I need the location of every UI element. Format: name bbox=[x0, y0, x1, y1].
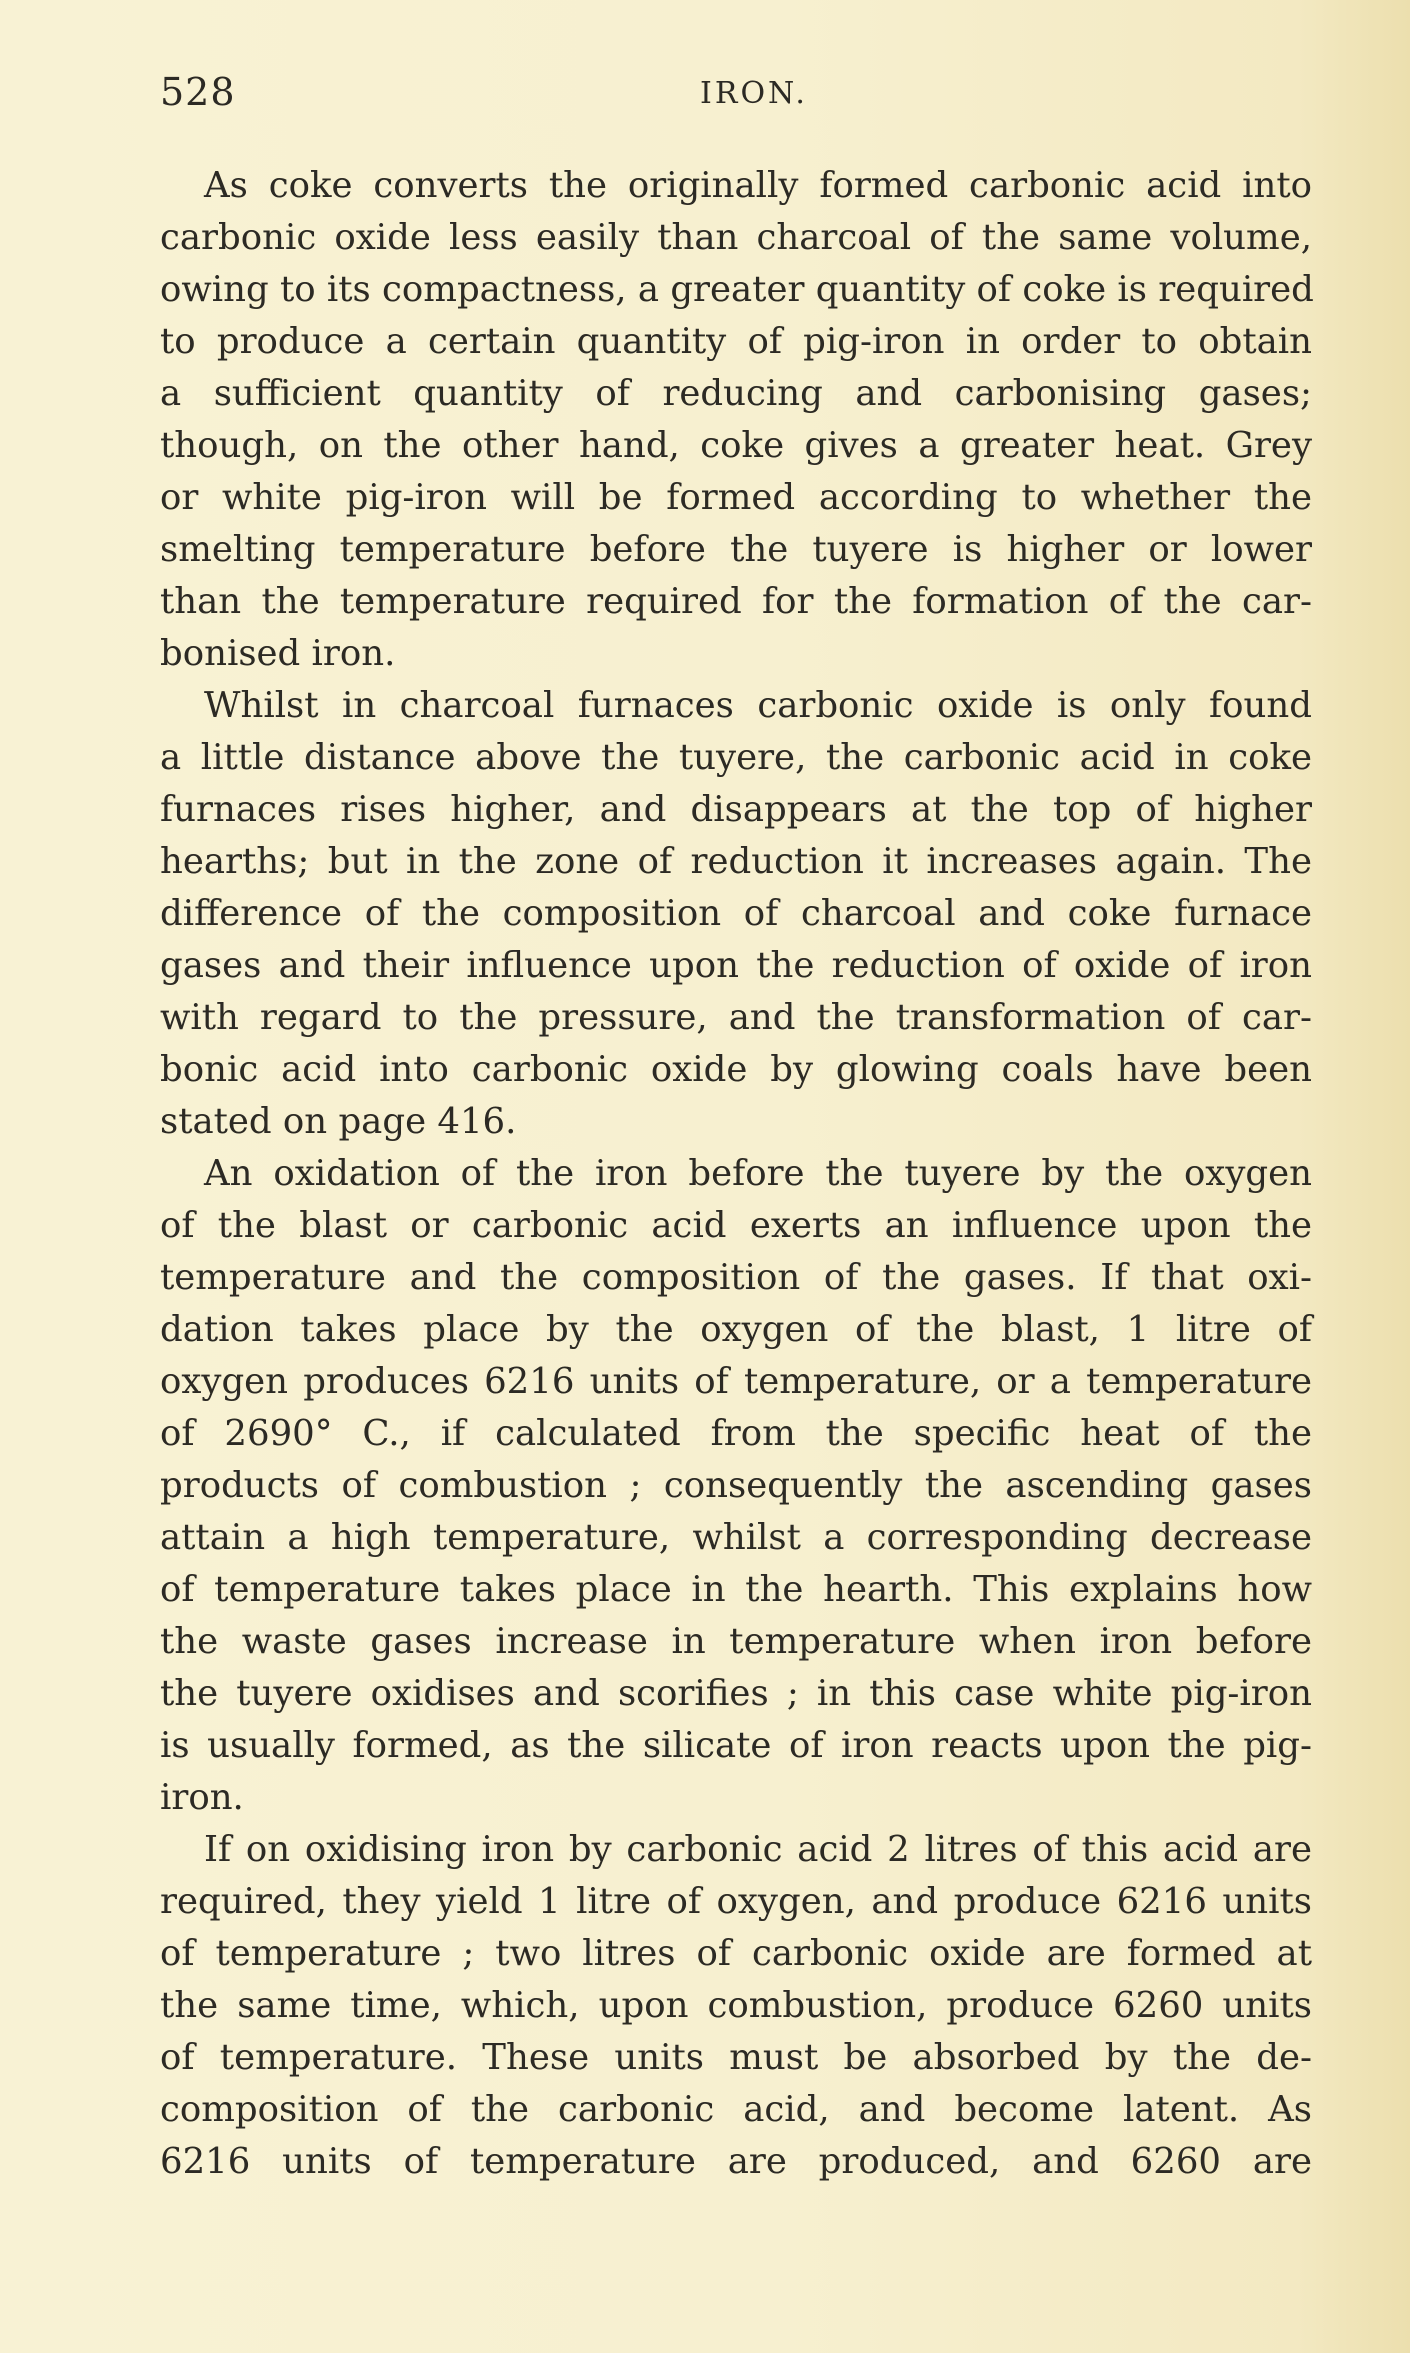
text-line: furnaces rises higher, and disappears at the top of higher bbox=[160, 789, 1312, 830]
text-line: hearths; but in the zone of reduction it increases again. The bbox=[160, 841, 1312, 882]
text-line: 6216 units of temperature are produced, and 6260 are bbox=[160, 2141, 1312, 2182]
text-line: iron. bbox=[160, 1777, 244, 1818]
text-line: products of combustion ; consequently the ascending gases bbox=[160, 1465, 1312, 1506]
text-line: oxygen produces 6216 units of temperature, or a temperature bbox=[160, 1361, 1312, 1402]
text-line: bonic acid into carbonic oxide by glowing coals have been bbox=[160, 1049, 1312, 1090]
text-line: of 2690° C., if calculated from the specific heat of the bbox=[160, 1413, 1312, 1454]
text-line: a little distance above the tuyere, the carbonic acid in coke bbox=[160, 737, 1312, 778]
text-line: dation takes place by the oxygen of the blast, 1 litre of bbox=[160, 1309, 1312, 1350]
paragraph bbox=[160, 160, 1312, 680]
paragraph bbox=[160, 680, 1312, 1148]
text-line: difference of the composition of charcoal and coke furnace bbox=[160, 893, 1312, 934]
text-line: of the blast or carbonic acid exerts an influence upon the bbox=[160, 1205, 1312, 1246]
text-line: though, on the other hand, coke gives a greater heat. Grey bbox=[160, 425, 1312, 466]
text-line: owing to its compactness, a greater quantity of coke is required bbox=[160, 269, 1314, 310]
text-line: composition of the carbonic acid, and become latent. As bbox=[160, 2089, 1312, 2130]
text-line: a sufficient quantity of reducing and carbonising gases; bbox=[160, 373, 1312, 414]
text-line: with regard to the pressure, and the transformation of car- bbox=[160, 997, 1312, 1038]
text-line: carbonic oxide less easily than charcoal of the same volume, bbox=[160, 217, 1312, 258]
text-line: to produce a certain quantity of pig-iron in order to obtain bbox=[160, 321, 1312, 362]
text-line: If on oxidising iron by carbonic acid 2 litres of this acid are bbox=[204, 1829, 1312, 1870]
paragraph bbox=[160, 1824, 1312, 2188]
text-line: the tuyere oxidises and scorifies ; in this case white pig-iron bbox=[160, 1673, 1312, 1714]
text-line: of temperature ; two litres of carbonic oxide are formed at bbox=[160, 1933, 1312, 1974]
text-line: than the temperature required for the formation of the car- bbox=[160, 581, 1312, 622]
text-line: attain a high temperature, whilst a corresponding decrease bbox=[160, 1517, 1312, 1558]
text-line: An oxidation of the iron before the tuyere by the oxygen bbox=[204, 1153, 1312, 1194]
text-line: Whilst in charcoal furnaces carbonic oxide is only found bbox=[204, 685, 1312, 726]
text-line: bonised iron. bbox=[160, 633, 396, 674]
body-text bbox=[160, 160, 1312, 2188]
text-line: or white pig-iron will be formed according to whether the bbox=[160, 477, 1312, 518]
page-number: 528 bbox=[160, 70, 236, 114]
text-line: of temperature takes place in the hearth. This explains how bbox=[160, 1569, 1312, 1610]
text-line: temperature and the composition of the gases. If that oxi- bbox=[160, 1257, 1312, 1298]
text-line: the waste gases increase in temperature when iron before bbox=[160, 1621, 1312, 1662]
text-line: of temperature. These units must be absorbed by the de- bbox=[160, 2037, 1312, 2078]
running-head bbox=[160, 70, 1305, 130]
text-line: required, they yield 1 litre of oxygen, and produce 6216 units bbox=[160, 1881, 1312, 1922]
paragraph bbox=[160, 1148, 1312, 1824]
text-line: stated on page 416. bbox=[160, 1101, 517, 1142]
text-line: smelting temperature before the tuyere is higher or lower bbox=[160, 529, 1312, 570]
running-title: IRON. bbox=[700, 76, 808, 111]
text-line: As coke converts the originally formed carbonic acid into bbox=[204, 165, 1312, 206]
text-line: is usually formed, as the silicate of iron reacts upon the pig- bbox=[160, 1725, 1312, 1766]
text-line: the same time, which, upon combustion, produce 6260 units bbox=[160, 1985, 1312, 2026]
text-line: gases and their influence upon the reduction of oxide of iron bbox=[160, 945, 1312, 986]
